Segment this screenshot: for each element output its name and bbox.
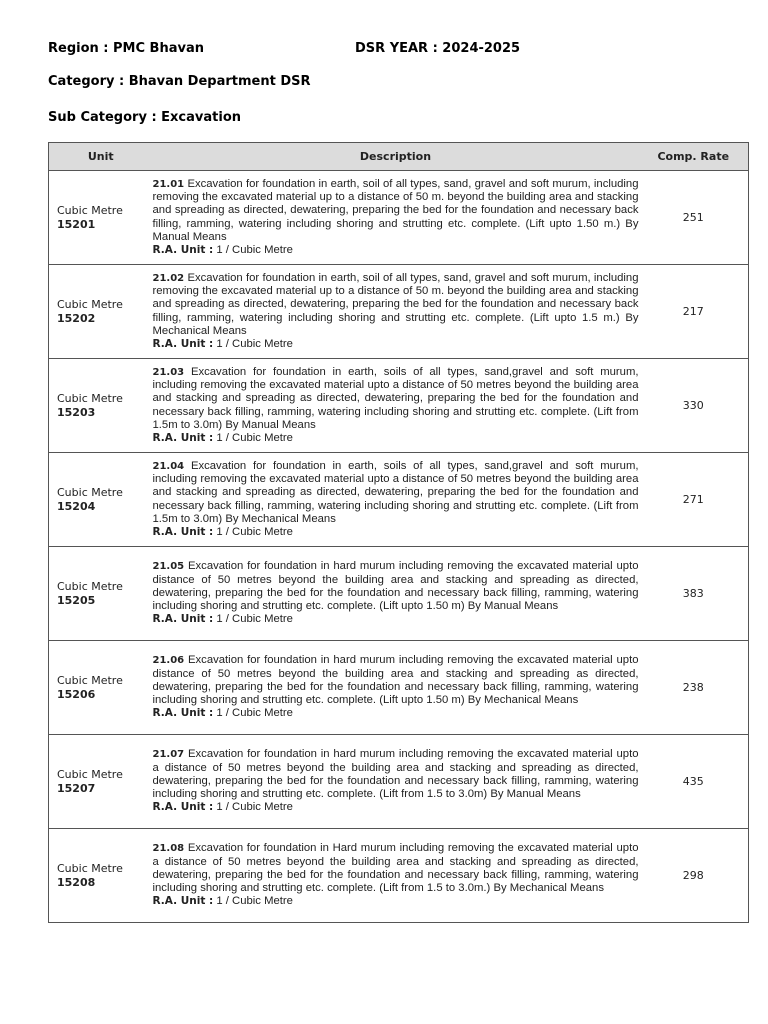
item-code: 15201 (57, 217, 96, 231)
column-header-unit: Unit (49, 143, 153, 171)
unit-label: Cubic Metre (57, 297, 123, 311)
table-row (49, 265, 749, 359)
unit-cell (49, 171, 153, 265)
ra-unit-label: R.A. Unit : (152, 338, 214, 351)
ra-unit-label: R.A. Unit : (152, 244, 214, 257)
table-row (49, 171, 749, 265)
description-cell (153, 735, 639, 829)
item-description: Excavation for foundation in Hard murum including removing the excavated material upto a distance of 50 metres beyond the building area and stacking and spreading as directed, dewatering, preparing the bed for the foundation and necessary back filling, ramming, watering including shoring and strutting etc. complete. (Lift from 1.5 to 3.0m.) By Mechanical Means (152, 842, 639, 895)
item-description: Excavation for foundation in earth, soil of all types, sand, gravel and soft murum, including removing the excavated material up to a distance of 50 m. beyond the building area and stacking and spreading as directed, dewatering, preparing the bed for the foundation and necessary back filling, ramming, watering including shoring and strutting etc. complete. (Lift upto 1.50 m.) By Manual Means (152, 177, 639, 243)
rate-cell: 298 (639, 829, 749, 923)
unit-label: Cubic Metre (57, 391, 123, 405)
ra-unit-value: 1 / Cubic Metre (216, 338, 293, 351)
ra-unit-label: R.A. Unit : (152, 432, 214, 445)
item-number: 21.07 (152, 749, 185, 761)
item-number: 21.03 (152, 366, 185, 378)
column-header-rate: Comp. Rate (639, 143, 749, 171)
rate-cell: 271 (639, 453, 749, 547)
unit-label: Cubic Metre (57, 485, 123, 499)
ra-unit-label: R.A. Unit : (152, 801, 214, 814)
item-number: 21.01 (152, 178, 185, 190)
item-description: Excavation for foundation in earth, soils of all types, sand,gravel and soft murum, including removing the excavated material upto a distance of 50 metres beyond the building area and stacking and spreading as directed, dewatering, preparing the bed for the foundation and necessary back filling, ramming, watering including shoring and strutting etc. complete. (Lift from 1.5m to 3.0m) By Manual Means (152, 365, 639, 431)
ra-unit-value: 1 / Cubic Metre (216, 801, 293, 814)
ra-unit-value: 1 / Cubic Metre (216, 244, 293, 257)
unit-label: Cubic Metre (57, 767, 123, 781)
ra-unit-value: 1 / Cubic Metre (216, 895, 293, 908)
description-cell (153, 829, 639, 923)
ra-unit-value: 1 / Cubic Metre (216, 432, 293, 445)
ra-unit-value: 1 / Cubic Metre (216, 707, 293, 720)
sub-category-heading: Sub Category : Excavation (48, 110, 242, 125)
item-code: 15205 (57, 593, 96, 607)
description-cell (153, 641, 639, 735)
unit-label: Cubic Metre (57, 203, 123, 217)
unit-cell (49, 641, 153, 735)
description-cell (153, 171, 639, 265)
description-cell (153, 359, 639, 453)
ra-unit-value: 1 / Cubic Metre (216, 526, 293, 539)
rate-cell: 251 (639, 171, 749, 265)
table-row (49, 547, 749, 641)
unit-cell (49, 547, 153, 641)
table-header-row (49, 143, 749, 171)
unit-cell (49, 265, 153, 359)
table-row (49, 735, 749, 829)
description-cell (153, 547, 639, 641)
rate-table (48, 142, 749, 923)
item-code: 15202 (57, 311, 96, 325)
item-code: 15207 (57, 781, 96, 795)
item-description: Excavation for foundation in hard murum including removing the excavated material upto distance of 50 metres beyond the building area and stacking and spreading as directed, dewatering, preparing the bed for the foundation and necessary back filling, ramming, watering including shoring and strutting etc. complete. (Lift upto 1.50 m) By Manual Means (152, 560, 639, 613)
unit-cell (49, 359, 153, 453)
table-row (49, 359, 749, 453)
table-row (49, 453, 749, 547)
unit-label: Cubic Metre (57, 673, 123, 687)
rate-cell: 238 (639, 641, 749, 735)
item-number: 21.05 (152, 561, 185, 573)
item-description: Excavation for foundation in hard murum including removing the excavated material upto distance of 50 metres beyond the building area and stacking and spreading as directed, dewatering, preparing the bed for the foundation and necessary back filling, ramming, watering including shoring and strutting etc. complete. (Lift upto 1.50 m) By Mechanical Means (152, 654, 639, 707)
item-description: Excavation for foundation in hard murum including removing the excavated material upto a distance of 50 metres beyond the building area and stacking and spreading as directed, dewatering, preparing the bed for the foundation and necessary back filling, ramming, watering including shoring and strutting etc. complete. (Lift from 1.5 to 3.0m) By Manual Means (152, 748, 639, 801)
rate-cell: 383 (639, 547, 749, 641)
item-description: Excavation for foundation in earth, soils of all types, sand,gravel and soft murum, including removing the excavated material upto a distance of 50 metres beyond the building area and stacking and spreading as directed, dewatering, preparing the bed for the foundation and necessary back filling, ramming, watering including shoring and strutting etc. complete. (Lift from 1.5m to 3.0m) By Mechanical Means (152, 459, 639, 525)
ra-unit-label: R.A. Unit : (152, 526, 214, 539)
item-number: 21.02 (152, 272, 185, 284)
table-row (49, 829, 749, 923)
ra-unit-label: R.A. Unit : (152, 613, 214, 626)
ra-unit-label: R.A. Unit : (152, 895, 214, 908)
description-cell (153, 453, 639, 547)
region-heading: Region : PMC Bhavan (48, 41, 204, 56)
dsr-year-heading: DSR YEAR : 2024-2025 (355, 41, 521, 56)
table-row (49, 641, 749, 735)
rate-cell: 217 (639, 265, 749, 359)
unit-cell (49, 829, 153, 923)
category-heading: Category : Bhavan Department DSR (48, 74, 311, 89)
unit-cell (49, 735, 153, 829)
unit-label: Cubic Metre (57, 579, 123, 593)
item-code: 15208 (57, 875, 96, 889)
unit-cell (49, 453, 153, 547)
rate-cell: 330 (639, 359, 749, 453)
item-code: 15206 (57, 687, 96, 701)
rate-cell: 435 (639, 735, 749, 829)
ra-unit-value: 1 / Cubic Metre (216, 613, 293, 626)
item-description: Excavation for foundation in earth, soil of all types, sand, gravel and soft murum, including removing the excavated material up to a distance of 50 m. beyond the building area and stacking and spreading as directed, dewatering, preparing the bed for the foundation and necessary back filling, ramming, watering including shoring and strutting etc. complete. (Lift upto 1.5 m.) By Mechanical Means (152, 271, 639, 337)
item-number: 21.08 (152, 843, 185, 855)
unit-label: Cubic Metre (57, 861, 123, 875)
description-cell (153, 265, 639, 359)
item-code: 15204 (57, 499, 96, 513)
item-number: 21.04 (152, 460, 185, 472)
column-header-description: Description (153, 143, 639, 171)
ra-unit-label: R.A. Unit : (152, 707, 214, 720)
item-code: 15203 (57, 405, 96, 419)
item-number: 21.06 (152, 655, 185, 667)
